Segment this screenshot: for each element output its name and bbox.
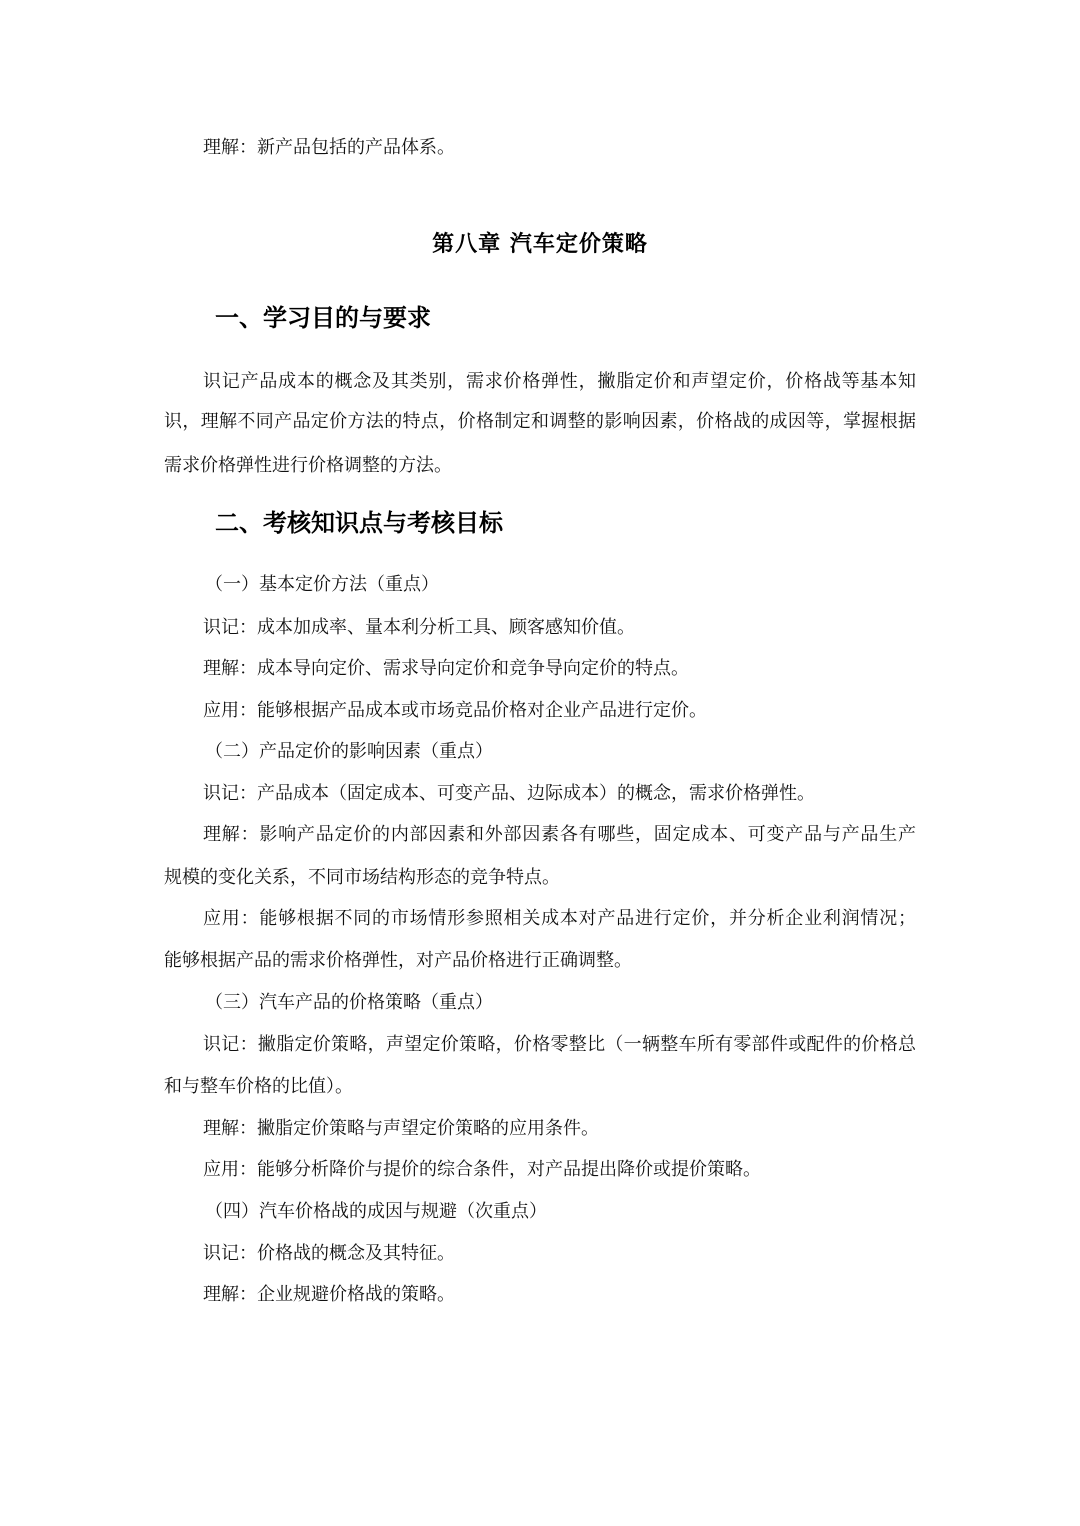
paragraph-3-understand: 理解：撇脂定价策略与声望定价策略的应用条件。 bbox=[203, 1118, 599, 1139]
subsection-heading-4: （四）汽车价格战的成因与规避（次重点） bbox=[205, 1201, 547, 1222]
paragraph-learning-goals-line-2: 识，理解不同产品定价方法的特点，价格制定和调整的影响因素，价格战的成因等，掌握根据 bbox=[164, 411, 916, 432]
paragraph-2-apply-line-2: 能够根据产品的需求价格弹性，对产品价格进行正确调整。 bbox=[164, 950, 632, 971]
subsection-heading-1: （一）基本定价方法（重点） bbox=[205, 574, 439, 595]
paragraph-4-understand: 理解：企业规避价格战的策略。 bbox=[203, 1284, 455, 1305]
paragraph-3-recall-line-1: 识记：撇脂定价策略，声望定价策略，价格零整比（一辆整车所有零部件或配件的价格总 bbox=[203, 1034, 916, 1055]
subsection-heading-3: （三）汽车产品的价格策略（重点） bbox=[205, 992, 493, 1013]
paragraph-3-apply: 应用：能够分析降价与提价的综合条件，对产品提出降价或提价策略。 bbox=[203, 1159, 761, 1180]
paragraph-2-understand-line-1: 理解：影响产品定价的内部因素和外部因素各有哪些，固定成本、可变产品与产品生产 bbox=[203, 824, 916, 845]
subsection-heading-2: （二）产品定价的影响因素（重点） bbox=[205, 741, 493, 762]
section-heading-exam-points: 二、考核知识点与考核目标 bbox=[215, 509, 503, 537]
paragraph-1-understand: 理解：成本导向定价、需求导向定价和竞争导向定价的特点。 bbox=[203, 658, 689, 679]
paragraph-2-recall: 识记：产品成本（固定成本、可变产品、边际成本）的概念，需求价格弹性。 bbox=[203, 783, 815, 804]
paragraph-previous-chapter-end: 理解：新产品包括的产品体系。 bbox=[203, 137, 455, 158]
paragraph-learning-goals-line-3: 需求价格弹性进行价格调整的方法。 bbox=[164, 455, 452, 476]
paragraph-2-understand-line-2: 规模的变化关系，不同市场结构形态的竞争特点。 bbox=[164, 867, 560, 888]
paragraph-2-apply-line-1: 应用：能够根据不同的市场情形参照相关成本对产品进行定价，并分析企业利润情况； bbox=[203, 908, 916, 929]
section-heading-learning-goals: 一、学习目的与要求 bbox=[215, 304, 431, 332]
paragraph-3-recall-line-2: 和与整车价格的比值）。 bbox=[164, 1076, 353, 1097]
paragraph-4-recall: 识记：价格战的概念及其特征。 bbox=[203, 1243, 455, 1264]
paragraph-learning-goals-line-1: 识记产品成本的概念及其类别，需求价格弹性，撇脂定价和声望定价，价格战等基本知 bbox=[203, 371, 916, 392]
paragraph-1-apply: 应用：能够根据产品成本或市场竞品价格对企业产品进行定价。 bbox=[203, 700, 707, 721]
chapter-title: 第八章 汽车定价策略 bbox=[432, 231, 648, 257]
paragraph-1-recall: 识记：成本加成率、量本利分析工具、顾客感知价值。 bbox=[203, 617, 635, 638]
